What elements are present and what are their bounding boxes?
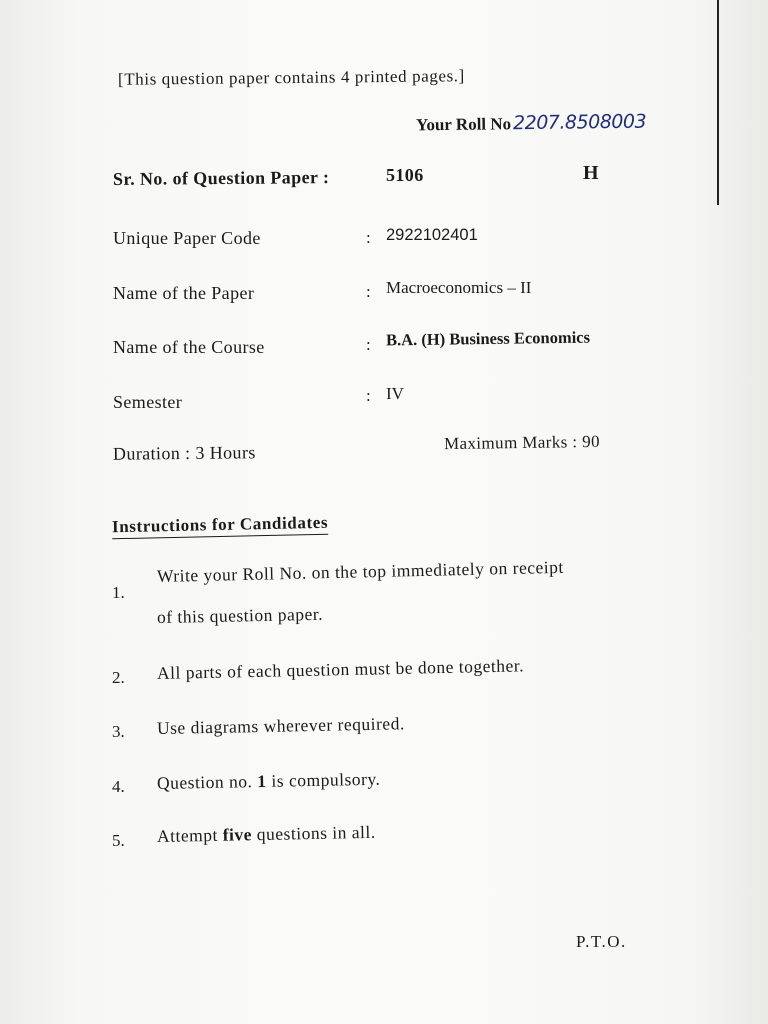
duration-text: Duration : 3 Hours: [112, 442, 256, 464]
instruction-1-line1: Write your Roll No. on the top immediately on receipt: [156, 556, 564, 586]
roll-number-label: Your Roll No: [415, 114, 512, 135]
instruction-5-bold: five: [222, 824, 253, 845]
instruction-3-text: Use diagrams wherever required.: [156, 713, 405, 738]
paper-name-value: Macroeconomics – II: [386, 278, 532, 297]
instruction-4-pre: Question no.: [156, 771, 258, 793]
paper-code-value: 2922102401: [386, 226, 478, 244]
instruction-5-pre: Attempt: [156, 824, 223, 846]
instruction-5-text: [157, 822, 376, 847]
instruction-4-bold: 1: [257, 770, 267, 792]
course-name-value: B.A. (H) Business Economics: [385, 327, 591, 350]
instruction-1-line2: of this question paper.: [156, 603, 324, 627]
instruction-5-post: questions in all.: [251, 821, 376, 845]
paper-set-letter: H: [583, 162, 599, 184]
semester-label: Semester: [113, 392, 183, 412]
pto-marker: P.T.O.: [576, 932, 627, 951]
course-name-label: Name of the Course: [113, 337, 265, 357]
max-marks-text: Maximum Marks : 90: [443, 431, 601, 454]
instruction-4-number: 4.: [112, 777, 125, 796]
roll-number-row: [416, 111, 646, 136]
instruction-2-number: 2.: [112, 668, 125, 687]
paper-name-colon: :: [366, 282, 371, 301]
instruction-1-number: 1.: [112, 583, 125, 602]
sr-no-value: 5106: [386, 165, 424, 185]
roll-number-handwritten: 2207.8508003: [512, 110, 647, 135]
semester-value: IV: [386, 384, 404, 403]
page-edge-line: [717, 0, 719, 205]
instructions-title: Instructions for Candidates: [112, 513, 329, 540]
instruction-4-text: [157, 769, 381, 794]
instruction-3-number: 3.: [112, 722, 125, 741]
sr-no-label: Sr. No. of Question Paper :: [112, 167, 330, 189]
course-name-colon: :: [366, 335, 371, 354]
semester-colon: :: [366, 386, 371, 405]
paper-name-label: Name of the Paper: [113, 283, 255, 303]
pages-note: [This question paper contains 4 printed pages.]: [117, 66, 465, 89]
paper-code-colon: :: [366, 228, 371, 247]
instruction-2-text: All parts of each question must be done together.: [156, 655, 525, 683]
instruction-5-number: 5.: [112, 831, 125, 850]
paper-code-label: Unique Paper Code: [113, 228, 261, 248]
instruction-4-post: is compulsory.: [266, 768, 381, 791]
